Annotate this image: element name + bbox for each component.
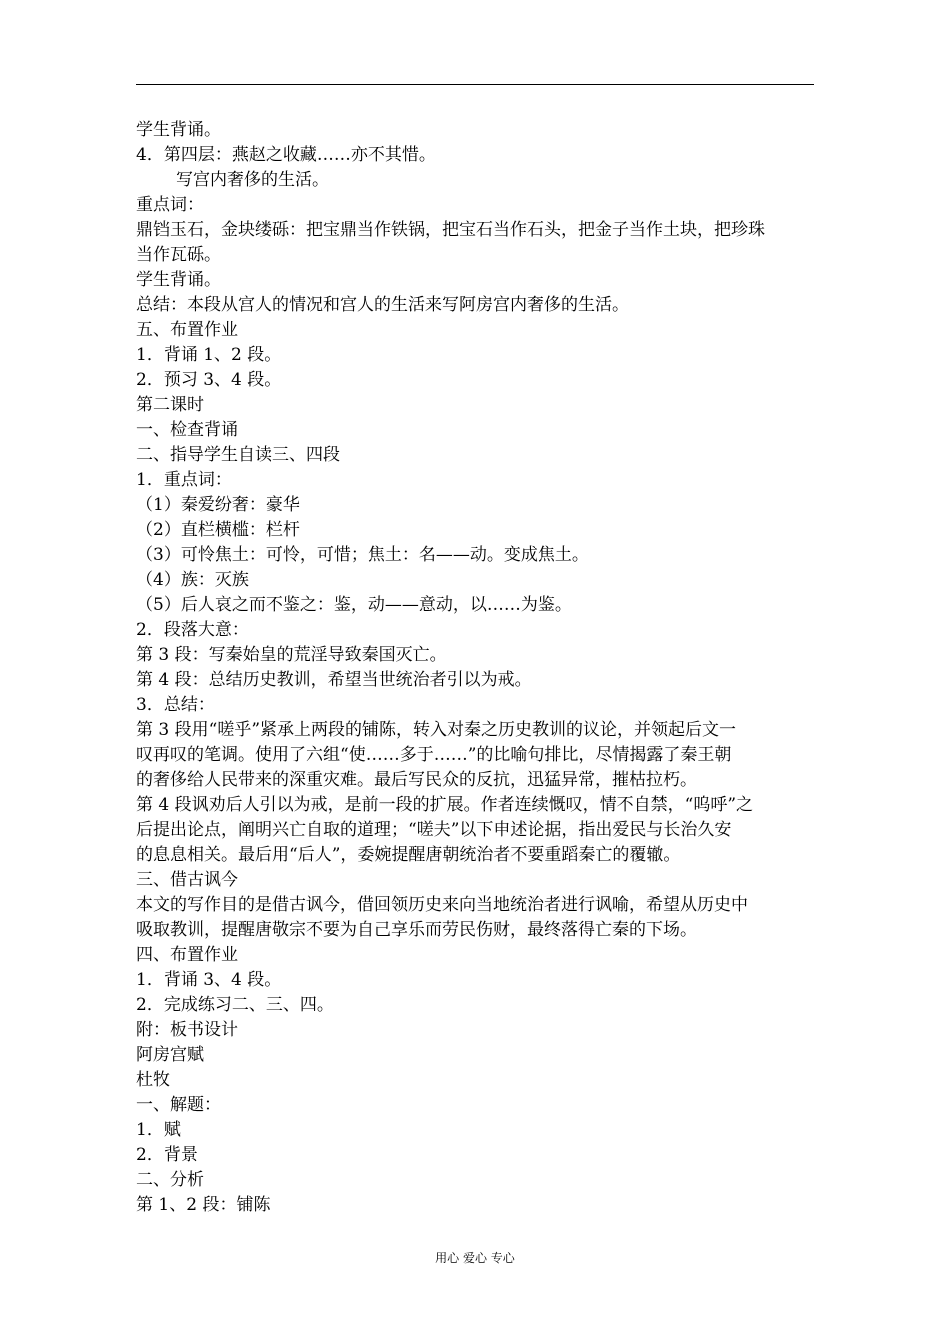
text-line: 当作瓦砾。 xyxy=(136,245,221,265)
text-line: 的奢侈给人民带来的深重灾难。最后写民众的反抗，迅猛异常，摧枯拉朽。 xyxy=(136,770,697,790)
text-line: 学生背诵。 xyxy=(136,120,221,140)
text-line: 第 4 段：总结历史教训，希望当世统治者引以为戒。 xyxy=(136,670,532,690)
list-item: （4）族：灭族 xyxy=(136,570,249,590)
text-line: 第 1、2 段：铺陈 xyxy=(136,1195,271,1215)
text-line: 3．总结： xyxy=(136,695,215,715)
text-line: 重点词： xyxy=(136,195,204,215)
text-line: 1．背诵 3、4 段。 xyxy=(136,970,282,990)
text-line: 第 3 段用“嗟乎”紧承上两段的铺陈，转入对秦之历史教训的议论，并领起后文一 xyxy=(136,720,737,740)
text-line: 1．重点词： xyxy=(136,470,232,490)
section-heading: 一、解题： xyxy=(136,1095,221,1115)
text-line: 2．预习 3、4 段。 xyxy=(136,370,282,390)
list-item: （5）后人哀之而不鉴之：鉴，动——意动，以……为鉴。 xyxy=(136,595,572,615)
section-heading: 二、指导学生自读三、四段 xyxy=(136,445,340,465)
text-line: 2．完成练习二、三、四。 xyxy=(136,995,334,1015)
text-line: 后提出论点，阐明兴亡自取的道理；“嗟夫”以下申述论据，指出爱民与长治久安 xyxy=(136,820,732,840)
text-line: 附：板书设计 xyxy=(136,1020,238,1040)
section-heading: 五、布置作业 xyxy=(136,320,238,340)
text-line: 叹再叹的笔调。使用了六组“使……多于……”的比喻句排比，尽情揭露了秦王朝 xyxy=(136,745,732,765)
section-heading: 一、检查背诵 xyxy=(136,420,238,440)
text-line: 的息息相关。最后用“后人”，委婉提醒唐朝统治者不要重蹈秦亡的覆辙。 xyxy=(136,845,681,865)
section-heading: 四、布置作业 xyxy=(136,945,238,965)
text-line: 学生背诵。 xyxy=(136,270,221,290)
list-item: （1）秦爱纷奢：豪华 xyxy=(136,495,300,515)
header-rule xyxy=(136,84,814,85)
section-heading: 三、借古讽今 xyxy=(136,870,238,890)
text-line: 1．背诵 1、2 段。 xyxy=(136,345,282,365)
list-item: （3）可怜焦土：可怜，可惜；焦土：名——动。变成焦土。 xyxy=(136,545,589,565)
section-heading: 第二课时 xyxy=(136,395,204,415)
text-line: 第 3 段：写秦始皇的荒淫导致秦国灭亡。 xyxy=(136,645,447,665)
text-line: 写宫内奢侈的生活。 xyxy=(176,170,329,190)
text-line: 本文的写作目的是借古讽今，借回领历史来向当地统治者进行讽喻，希望从历史中 xyxy=(136,895,748,915)
text-line: 总结：本段从宫人的情况和宫人的生活来写阿房宫内奢侈的生活。 xyxy=(136,295,629,315)
text-line: 第 4 段讽劝后人引以为戒，是前一段的扩展。作者连续慨叹，情不自禁，“呜呼”之 xyxy=(136,795,754,815)
page-footer: 用心 爱心 专心 xyxy=(435,1251,515,1265)
document-body xyxy=(136,118,816,1218)
list-item: （2）直栏横槛：栏杆 xyxy=(136,520,300,540)
text-line: 2．背景 xyxy=(136,1145,198,1165)
text-line: 4．第四层：燕赵之收藏……亦不其惜。 xyxy=(136,145,436,165)
text-line: 鼎铛玉石，金块缕砾：把宝鼎当作铁锅，把宝石当作石头，把金子当作土块，把珍珠 xyxy=(136,220,765,240)
text-line: 阿房宫赋 xyxy=(136,1045,204,1065)
text-line: 杜牧 xyxy=(136,1070,170,1090)
text-line: 2．段落大意： xyxy=(136,620,249,640)
section-heading: 二、分析 xyxy=(136,1170,204,1190)
text-line: 吸取教训，提醒唐敬宗不要为自己享乐而劳民伤财，最终落得亡秦的下场。 xyxy=(136,920,697,940)
text-line: 1．赋 xyxy=(136,1120,181,1140)
